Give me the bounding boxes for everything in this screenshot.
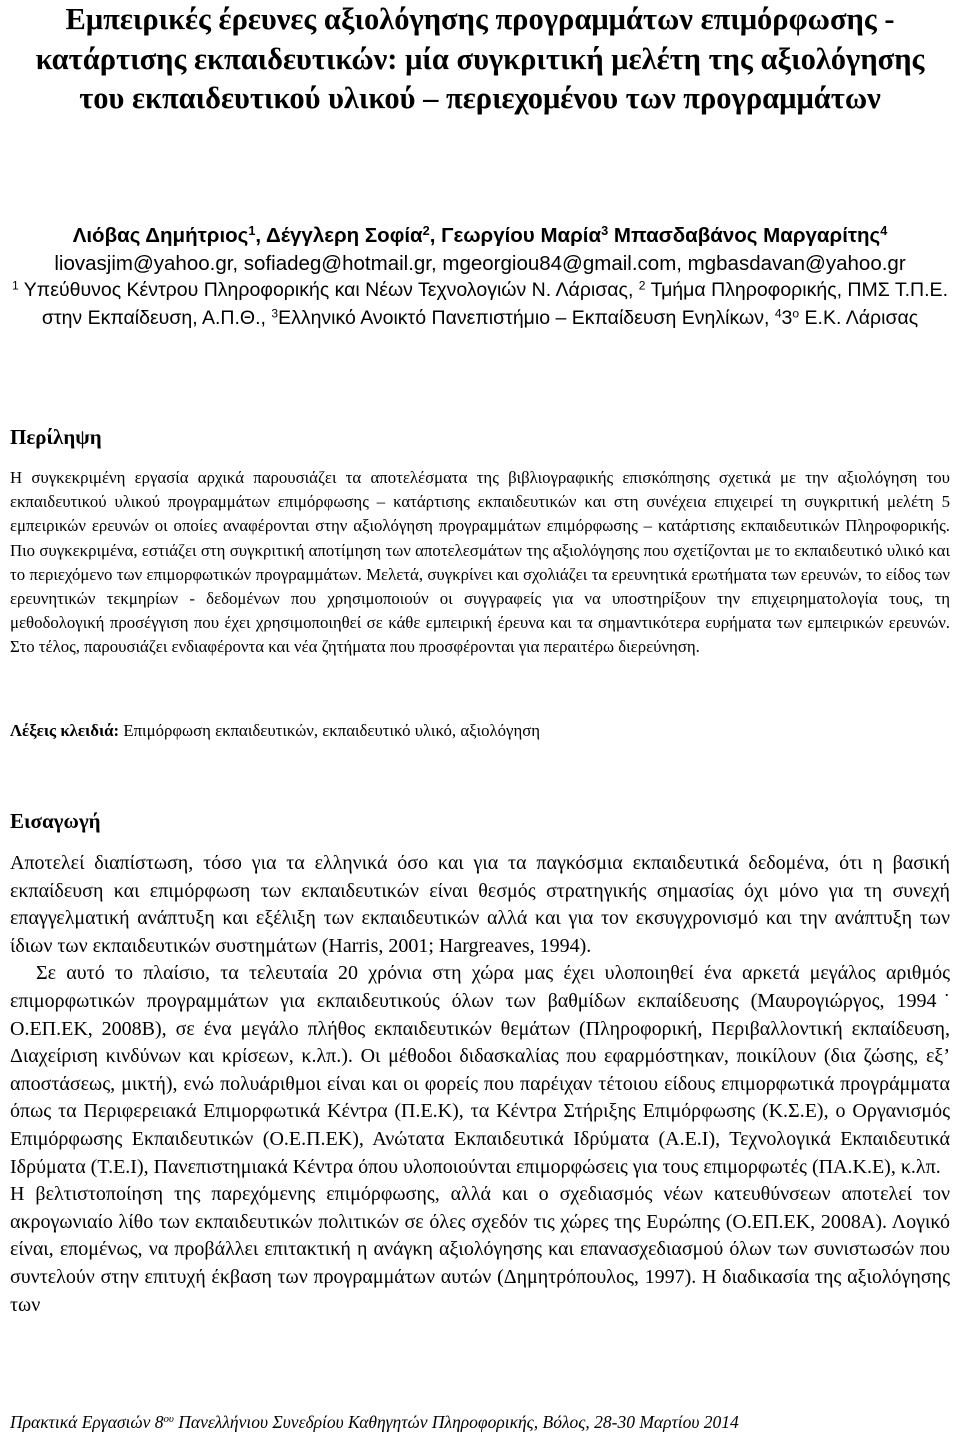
author-mark: 2 <box>422 223 430 239</box>
author-mark: 3 <box>601 223 609 239</box>
author-name: Μπασδαβάνος Μαργαρίτης <box>613 224 881 247</box>
page-footer: Πρακτικά Εργασιών $8^{o\upsilon}$ Πανελλήνιου Συνεδρίου Καθηγητών Πληροφορικής, Βόλος, 28-30 Μαρτίου 2014 <box>10 1412 739 1432</box>
keywords-text: Επιμόρφωση εκπαιδευτικών, εκπαιδευτικό υλικό, αξιολόγηση <box>119 721 541 740</box>
author-name: Δέγγλερη Σοφία <box>266 224 423 247</box>
keywords <box>10 719 950 743</box>
author-affiliations: $^1$ Υπεύθυνος Κέντρου Πληροφορικής και Νέων Τεχνολογιών Ν. Λάρισας, $^2$ Τμήμα Πληροφορικής, ΠΜΣ Τ.Π.Ε. στην Εκπαίδευση, Α.Π.Θ., $^3$Ελληνικό Ανοικτό Πανεπιστήμιο – Εκπαίδευση Ενηλίκων, $^43^o$ Ε.Κ. Λάρισας <box>12 278 948 329</box>
abstract-heading: Περίληψη <box>10 425 102 449</box>
author-mark: 1 <box>248 223 256 239</box>
introduction-heading: Εισαγωγή <box>10 809 101 833</box>
author-name: Γεωργίου Μαρία <box>441 224 602 247</box>
author-list: Λιόβας Δημήτριος$^1$, Δέγγλερη Σοφία$^2$, Γεωργίου Μαρία$^3$ Μπασδαβάνος Μαργαρίτης$^4$ <box>72 223 888 247</box>
author-mark: 4 <box>880 223 888 239</box>
paper-title: Εμπειρικές έρευνες αξιολόγησης προγραμμάτων επιμόρφωσης - κατάρτισης εκπαιδευτικών: μία συγκριτική μελέτη της αξιολόγησης του εκπαιδευτικού υλικού – περιεχομένου των προγραμμάτων <box>35 2 925 115</box>
author-name: Λιόβας Δημήτριος <box>72 224 249 247</box>
keywords-label: Λέξεις κλειδιά: <box>10 721 120 740</box>
introduction-body <box>10 850 950 1319</box>
author-emails: liovasjim@yahoo.gr, sofiadeg@hotmail.gr, mgeorgiou84@gmail.com, mgbasdavan@yahoo.gr <box>54 252 906 275</box>
paragraph: Αποτελεί διαπίστωση, τόσο για τα ελληνικά όσο και για τα παγκόσμια εκπαιδευτικά δεδομένα, ότι η βασική εκπαίδευση και επιμόρφωση των εκπαιδευτικών είναι θεσμός στρατηγικής σημασίας όχι μόνο για τη συνεχή επαγγελματική ανάπτυξη και εξέλιξη των εκπαιδευτικών αλλά και για τον εκσυγχρονισμό και την ανάπτυξη των ίδιων των εκπαιδευτικών συστημάτων (Harris, 2001; Hargreaves, 1994). <box>10 852 950 957</box>
abstract-text: Η συγκεκριμένη εργασία αρχικά παρουσιάζει τα αποτελέσματα της βιβλιογραφικής επισκόπησης σχετικά με την αξιολόγηση του εκπαιδευτικού υλικού προγραμμάτων επιμόρφωσης – κατάρτισης εκπαιδευτικών και στη συνέχεια επιχειρεί τη συγκριτική μελέτη 5 εμπειρικών ερευνών οι οποίες αναφέρονται στην αξιολόγηση προγραμμάτων επιμόρφωσης – κατάρτισης εκπαιδευτικών Πληροφορικής. Πιο συγκεκριμένα, εστιάζει στη συγκριτική αποτίμηση των αποτελεσμάτων της αξιολόγησης που σχετίζονται με το εκπαιδευτικό υλικό και το περιεχόμενο των επιμορφωτικών προγραμμάτων. Μελετά, συγκρίνει και σχολιάζει τα ερευνητικά ερωτήματα των ερευνών, το είδος των ερευνητικών τεκμηρίων - δεδομένων που χρησιμοποιούν οι συγγραφείς για να υποστηρίξουν την επιχειρηματολογία τους, τη μεθοδολογική προσέγγιση που έχει χρησιμοποιηθεί σε κάθε εμπειρική έρευνα και τα σημαντικότερα ευρήματα των εμπειρικών ερευνών. Στο τέλος, παρουσιάζει ενδιαφέροντα και νέα ζητήματα που προσφέρονται για περαιτέρω διερεύνηση. <box>10 468 950 657</box>
paragraph: Η βελτιστοποίηση της παρεχόμενης επιμόρφωσης, αλλά και ο σχεδιασμός νέων κατευθύνσεων αποτελεί τον ακρογωνιαίο λίθο των εκπαιδευτικών πολιτικών σε όλες σχεδόν τις χώρες της Ευρώπης (Ο.ΕΠ.ΕΚ, 2008Α). Λογικό είναι, επομένως, να προβάλλει επιτακτική η ανάγκη αξιολόγησης και επανασχεδιασμού όλων των συνιστωσών που συντελούν στην επιτυχή έκβαση των προγραμμάτων αυτών (Δημητρόπουλος, 1997). Η διαδικασία της αξιολόγησης των <box>10 1183 950 1316</box>
paragraph: Σε αυτό το πλαίσιο, τα τελευταία 20 χρόνια στη χώρα μας έχει υλοποιηθεί ένα αρκετά μεγάλος αριθμός επιμορφωτικών προγραμμάτων για εκπαιδευτικούς όλων των βαθμίδων εκπαίδευσης (Μαυρογιώργος, 1994˙ Ο.ΕΠ.ΕΚ, 2008Β), σε ένα μεγάλο πλήθος εκπαιδευτικών θεμάτων (Πληροφορική, Περιβαλλοντική εκπαίδευση, Διαχείριση κινδύνων και κρίσεων, κ.λπ.). Οι μέθοδοι διδασκαλίας που εφαρμόστηκαν, ποικίλουν (δια ζώσης, εξ’ αποστάσεως, μικτή), ενώ πολυάριθμοι είναι και οι φορείς που παρέιχαν τέτοιου είδους επιμορφωτικά προγράμματα όπως τα Περιφερειακά Επιμορφωτικά Κέντρα (Π.Ε.Κ), τα Κέντρα Στήριξης Επιμόρφωσης (Κ.Σ.Ε), ο Οργανισμός Επιμόρφωσης Εκπαιδευτικών (Ο.Ε.Π.ΕΚ), Ανώτατα Εκπαιδευτικά Ιδρύματα (Α.Ε.Ι), Τεχνολογικά Εκπαιδευτικά Ιδρύματα (Τ.Ε.Ι), Πανεπιστημιακά Κέντρα όπου υλοποιούνται επιμορφώσεις για τους επιμορφωτές (ΠΑ.Κ.Ε), κ.λπ. <box>10 962 950 1178</box>
